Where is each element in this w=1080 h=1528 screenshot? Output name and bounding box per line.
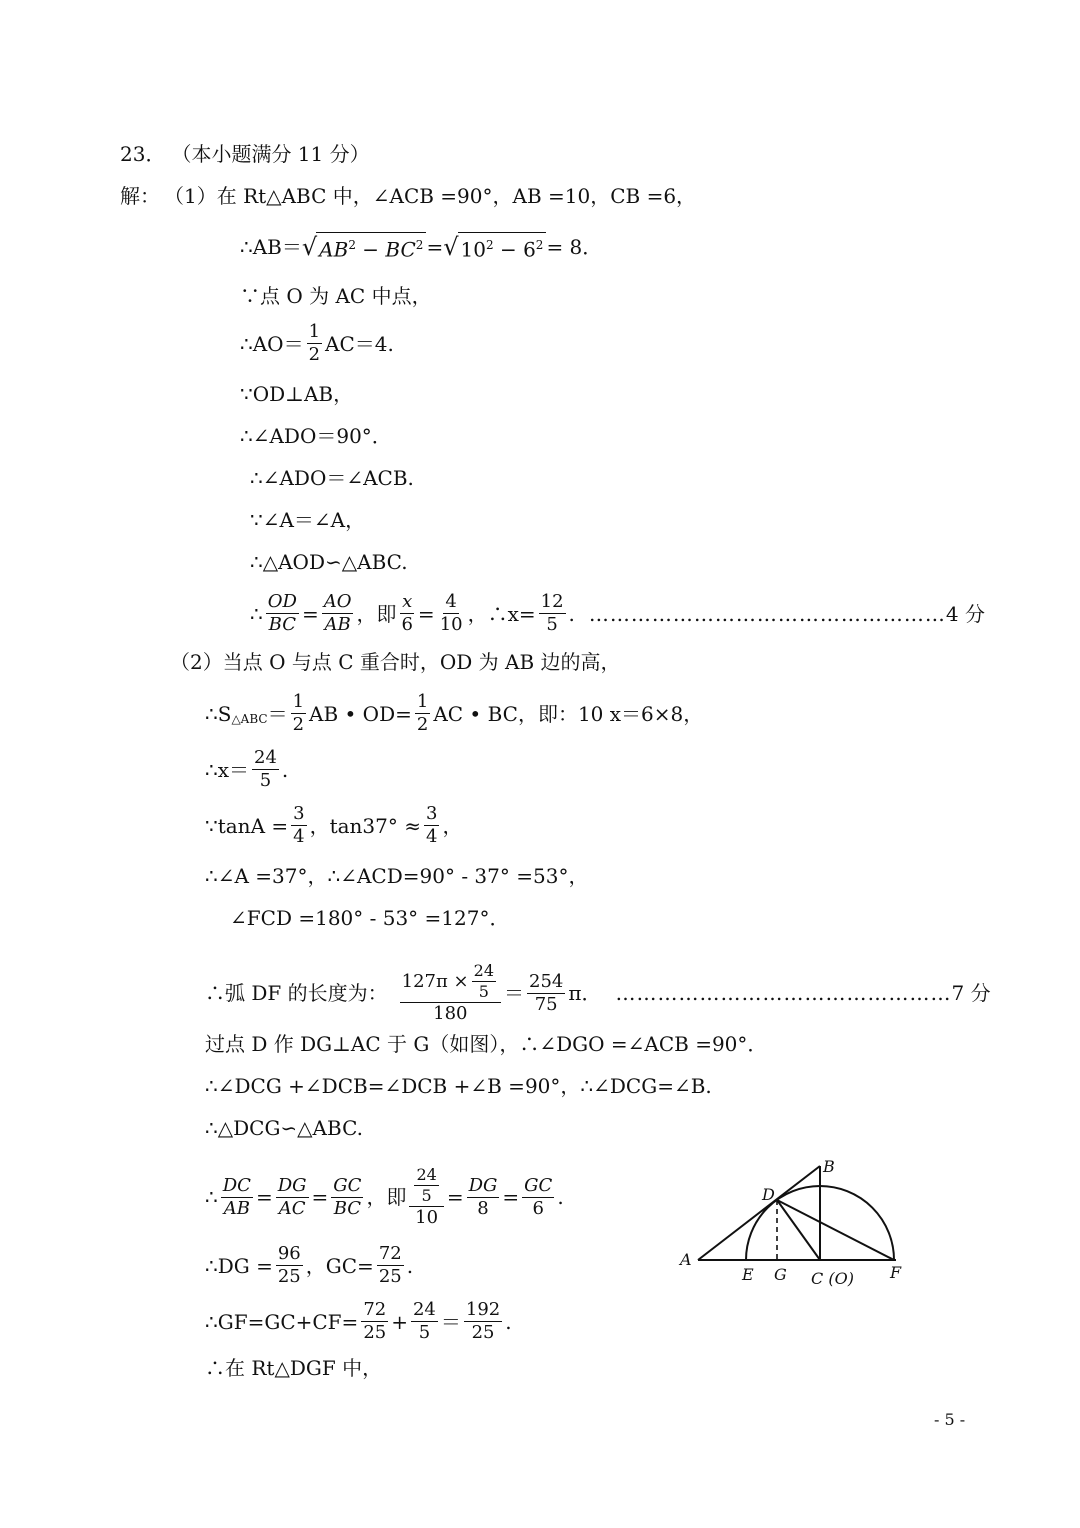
geometry-figure [670, 1150, 930, 1295]
part2-line-11: ∴ $\frac{DC}{AB}$ = $\frac{DG}{AC}$ = $\frac{GC}{BC}$ ，即 $\frac{\frac{24}{5}}{10}$ = $\frac{DG}{8}$ = $\frac{GC}{6}$ . [205, 1165, 564, 1228]
sqrt-expression-2: √ $10^2 - 6^2$ [443, 232, 546, 262]
label-E: E [742, 1265, 754, 1284]
fraction: $\frac{72}{25}$ [378, 1243, 402, 1287]
fraction: $\frac{12}{5}$ [540, 591, 564, 635]
part2-line-7: ∴弧 DF 的长度为： 127π × $\frac{24}{5}$ 180 ＝ $\frac{254}{75}$ π． ………………………………………… 7 分 [205, 961, 991, 1024]
solution-line-10: ∴ $\frac{OD}{BC}$ = $\frac{AO}{AB}$ ，即 $\frac{x}{6}$ = $\frac{4}{10}$ ，∴x= $\frac{12}{5}$ . …………………………………………… 4 分 [250, 591, 985, 635]
problem-title: （本小题满分 11 分） [171, 142, 370, 166]
score: 7 分 [951, 981, 991, 1005]
part2-line-8: 过点 D 作 DG⊥AC 于 G（如图），∴∠DGO =∠ACB =90°． [205, 1032, 768, 1056]
fraction: $\frac{1}{2}$ [308, 321, 321, 365]
label-F: F [890, 1263, 902, 1282]
fraction: $\frac{72}{25}$ [363, 1299, 387, 1343]
part2-line-1: （2）当点 O 与点 C 重合时，OD 为 AB 边的高， [170, 650, 621, 674]
part2-line-12: ∴DG = $\frac{96}{25}$ ，GC= $\frac{72}{25}$ . [205, 1243, 414, 1287]
label-C-O: C (O) [811, 1269, 854, 1288]
solution-line-3: ∵点 O 为 AC 中点， [240, 284, 432, 308]
label-A: A [680, 1250, 692, 1269]
solution-line-4: ∴AO＝ $\frac{1}{2}$ AC＝4. [240, 321, 394, 365]
fraction: $\frac{24}{5}$ [412, 1299, 436, 1343]
compound-fraction: $\frac{\frac{24}{5}}{10}$ [409, 1166, 443, 1228]
part2-line-13: ∴GF=GC+CF= $\frac{72}{25}$ + $\frac{24}{5}$ ＝ $\frac{192}{25}$ . [205, 1299, 512, 1343]
fraction: $\frac{96}{25}$ [277, 1243, 301, 1287]
label-B: B [823, 1157, 835, 1176]
fraction: $\frac{3}{4}$ [425, 803, 438, 847]
score: 4 分 [945, 601, 985, 626]
part2-line-9: ∴∠DCG +∠DCB=∠DCB +∠B =90°，∴∠DCG=∠B. [205, 1074, 712, 1098]
fraction: $\frac{3}{4}$ [293, 803, 305, 847]
part2-line-4: ∵tanA = $\frac{3}{4}$ ，tan37° ≈ $\frac{3}{4}$ ， [205, 803, 463, 847]
fraction: $\frac{DG}{8}$ [468, 1174, 498, 1219]
part2-line-10: ∴△DCG∽△ABC. [205, 1116, 364, 1140]
fraction: $\frac{GC}{BC}$ [333, 1174, 362, 1219]
part2-line-6: ∠FCD =180° - 53° =127°． [230, 906, 510, 930]
solution-line-8: ∵∠A＝∠A， [250, 508, 366, 532]
part2-line-2: ∴S $_{\triangle ABC}$ ＝ $\frac{1}{2}$ AB • OD= $\frac{1}{2}$ AC • BC，即：10 x＝6×8， [205, 691, 704, 735]
solution-line-1: 解： （1） 在 Rt△ABC 中，∠ACB =90°，AB =10，CB =6， [120, 184, 697, 208]
page-number: - 5 - [934, 1410, 966, 1429]
label-G: G [774, 1265, 787, 1284]
fraction: $\frac{GC}{6}$ [524, 1174, 553, 1219]
leader-dots: …………………………………………… [588, 601, 946, 626]
fraction: $\frac{DG}{AC}$ [277, 1174, 307, 1219]
solution-line-7: ∴∠ADO＝∠ACB. [250, 466, 414, 490]
fraction: $\frac{OD}{BC}$ [267, 591, 297, 635]
sqrt-expression: √ $AB^2 - BC^2$ [302, 232, 427, 262]
fraction: $\frac{192}{25}$ [465, 1299, 501, 1343]
part2-line-14: ∴在 Rt△DGF 中， [205, 1356, 383, 1380]
fraction: $\frac{1}{2}$ [292, 691, 305, 735]
compound-fraction: 127π × $\frac{24}{5}$ 180 [400, 962, 501, 1024]
solution-line-6: ∴∠ADO＝90°． [240, 424, 392, 448]
problem-number: 23． [120, 142, 166, 166]
fraction: $\frac{1}{2}$ [416, 691, 429, 735]
fraction: $\frac{24}{5}$ [254, 747, 277, 791]
fraction: $\frac{x}{6}$ [401, 591, 413, 635]
fraction: $\frac{DC}{AB}$ [222, 1174, 251, 1219]
solution-line-9: ∴△AOD∽△ABC. [250, 550, 408, 574]
part2-line-5: ∴∠A =37°，∴∠ACD=90° - 37° =53°， [205, 864, 589, 888]
solution-line-2: ∴AB＝ √ $AB^2 - BC^2$ = √ $10^2 - 6^2$ = 8． [240, 232, 603, 262]
leader-dots: ………………………………………… [615, 981, 952, 1005]
fraction: $\frac{254}{75}$ [529, 970, 564, 1015]
label-D: D [762, 1185, 775, 1204]
segment-DC [777, 1200, 820, 1260]
segment-DF [777, 1200, 894, 1260]
problem-header [120, 142, 370, 166]
solution-line-5: ∵OD⊥AB， [240, 382, 354, 406]
part2-line-3: ∴x＝ $\frac{24}{5}$ . [205, 747, 289, 791]
fraction: $\frac{AO}{AB}$ [323, 591, 352, 635]
fraction: $\frac{4}{10}$ [439, 591, 463, 635]
